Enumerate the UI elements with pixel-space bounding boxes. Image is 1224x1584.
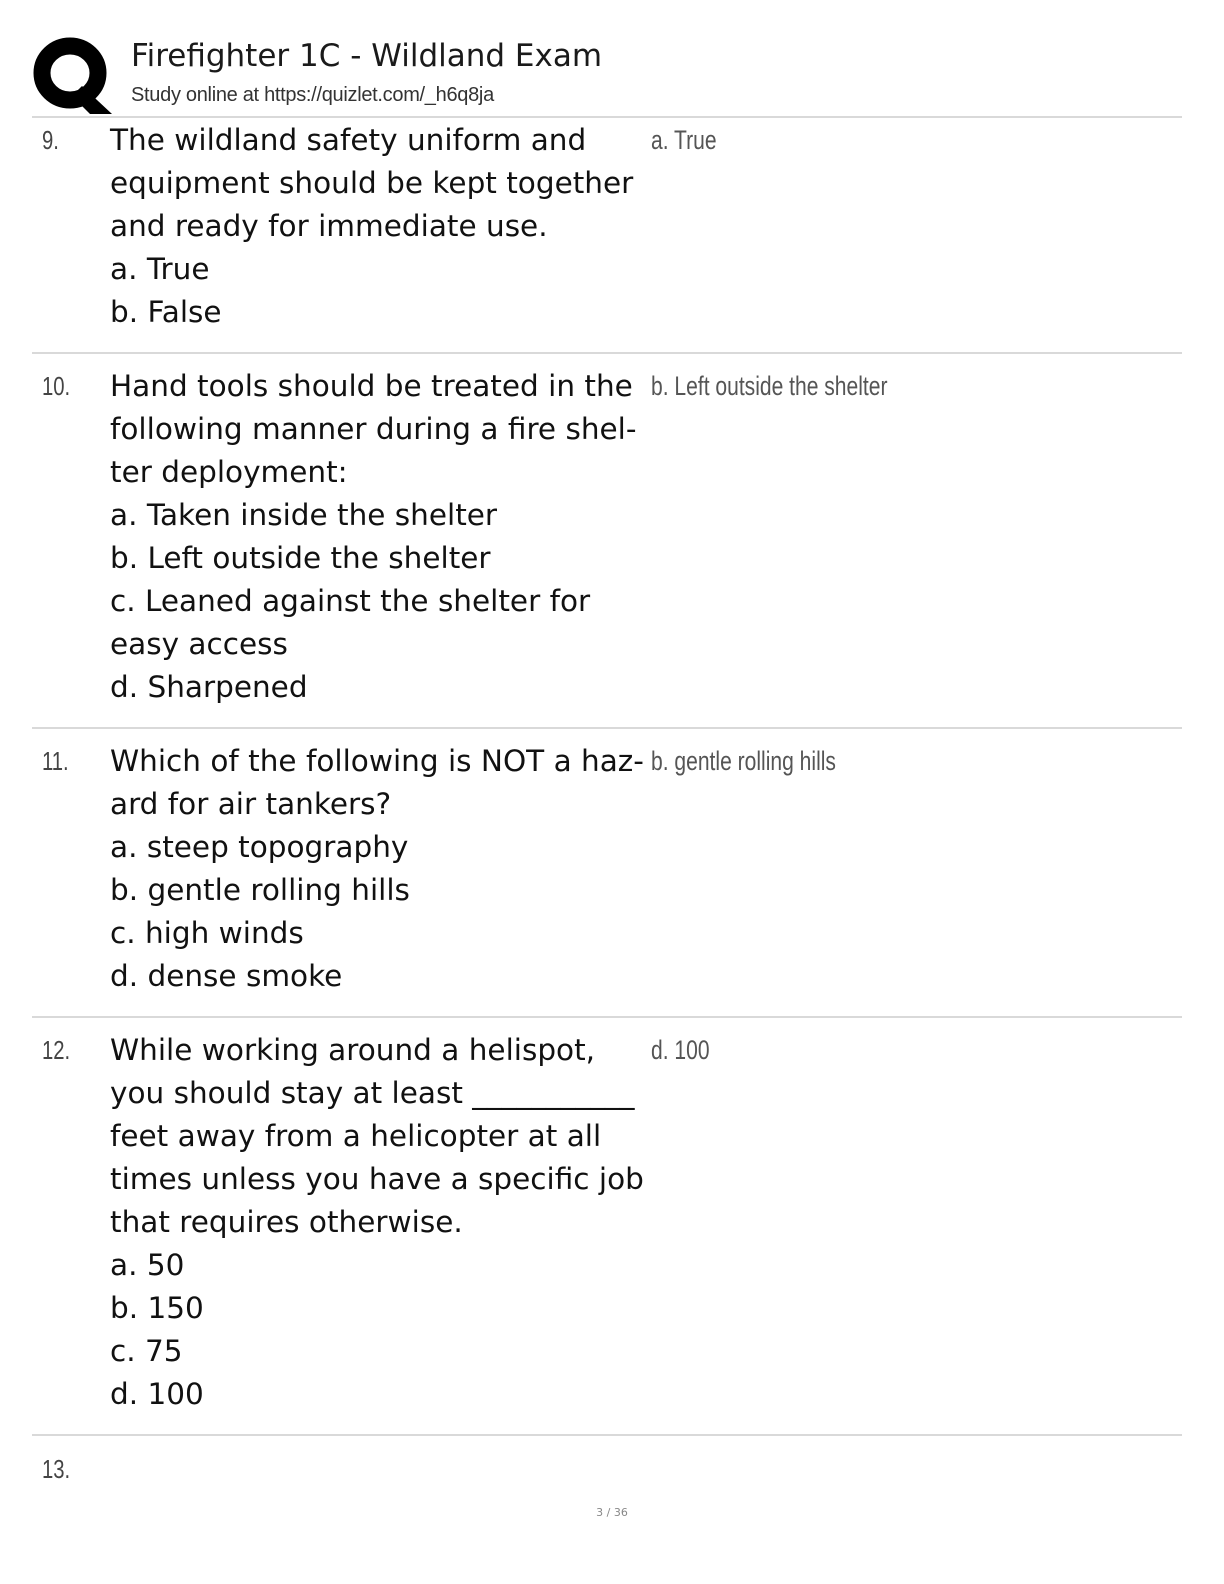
question-line: that requires otherwise. [110, 1205, 463, 1239]
study-online-link[interactable]: Study online at https://quizlet.com/_h6q8ja [131, 84, 494, 106]
answer-option: b. gentle rolling hills [110, 873, 410, 907]
question-line: The wildland safety uniform and [110, 123, 587, 157]
question-text [110, 365, 650, 709]
question-number: 11. [42, 746, 69, 776]
answer-option: a. 50 [110, 1248, 185, 1282]
answer-option: a. True [110, 252, 210, 286]
question-line: Hand tools should be treated in the [110, 369, 633, 403]
page-number: 3 / 36 [596, 1506, 628, 1519]
question-line: ard for air tankers? [110, 787, 392, 821]
answer-option: b. Left outside the shelter [110, 541, 491, 575]
question-text [110, 1029, 650, 1416]
question-line: and ready for immediate use. [110, 209, 548, 243]
question-number: 10. [42, 371, 71, 401]
divider [32, 1434, 1182, 1436]
question-number: 13. [42, 1454, 71, 1484]
page-header [32, 30, 1182, 116]
answer-option: a. steep topography [110, 830, 409, 864]
answer-option: d. 100 [110, 1377, 204, 1411]
divider [32, 1016, 1182, 1018]
question-line: times unless you have a specific job [110, 1162, 644, 1196]
correct-answer: b. gentle rolling hills [651, 746, 836, 776]
correct-answer: b. Left outside the shelter [651, 371, 888, 401]
question-line: following manner during a fire shel- [110, 412, 637, 446]
answer-option: b. False [110, 295, 222, 329]
answer-option: d. Sharpened [110, 670, 308, 704]
correct-answer: a. True [651, 125, 717, 155]
divider [32, 116, 1182, 118]
question-line: feet away from a helicopter at all [110, 1119, 602, 1153]
question-line: ter deployment: [110, 455, 348, 489]
divider [32, 727, 1182, 729]
answer-option: easy access [110, 627, 288, 661]
divider [32, 352, 1182, 354]
question-line: Which of the following is NOT a haz- [110, 744, 644, 778]
answer-option: b. 150 [110, 1291, 204, 1325]
answer-option: d. dense smoke [110, 959, 343, 993]
quizlet-q-logo-icon [32, 34, 112, 114]
answer-option: a. Taken inside the shelter [110, 498, 498, 532]
question-line: you should stay at least ___________ [110, 1076, 635, 1110]
correct-answer: d. 100 [651, 1035, 710, 1065]
document-title: Firefighter 1C - Wildland Exam [131, 38, 603, 74]
question-line: equipment should be kept together [110, 166, 634, 200]
question-text [110, 740, 650, 998]
question-line: While working around a helispot, [110, 1033, 596, 1067]
question-number: 9. [42, 125, 59, 155]
answer-option: c. Leaned against the shelter for [110, 584, 591, 618]
question-number: 12. [42, 1035, 71, 1065]
question-text [110, 119, 650, 334]
answer-option: c. 75 [110, 1334, 183, 1368]
answer-option: c. high winds [110, 916, 304, 950]
